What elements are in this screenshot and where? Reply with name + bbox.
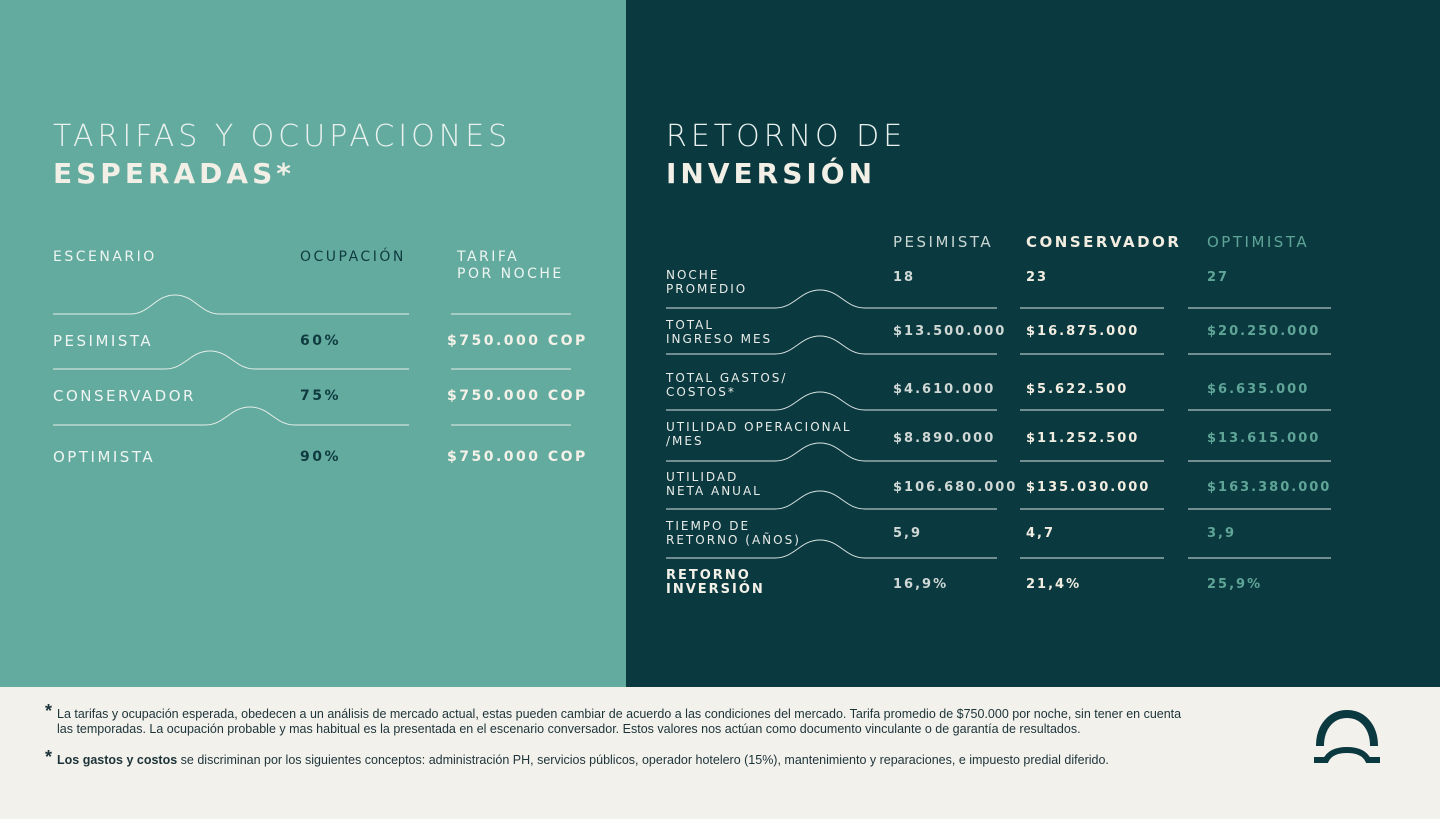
header-occupancy: OCUPACIÓN xyxy=(300,249,406,265)
roi-label-4a: UTILIDAD OPERACIONAL xyxy=(666,420,852,434)
header-rate-line1: TARIFA xyxy=(457,249,520,265)
left-divider-3 xyxy=(53,407,409,425)
right-title-line1: RETORNO DE xyxy=(666,119,907,154)
roi-p-6: 5,9 xyxy=(893,526,923,541)
left-divider-2 xyxy=(53,351,409,369)
roi-c-2: $16.875.000 xyxy=(1026,324,1140,339)
row-occupancy-pessimistic: 60% xyxy=(300,333,342,349)
roi-divider-5 xyxy=(666,491,997,509)
row-occupancy-conservative: 75% xyxy=(300,388,342,404)
roi-label-3b: COSTOS* xyxy=(666,385,736,399)
header-scenario: ESCENARIO xyxy=(53,249,157,265)
row-name-conservative: CONSERVADOR xyxy=(53,387,196,405)
left-divider-1 xyxy=(53,295,409,314)
left-title-line2: ESPERADAS* xyxy=(53,157,295,190)
footnote-costs-text xyxy=(45,753,1255,768)
roi-p-4: $8.890.000 xyxy=(893,431,996,446)
roi-divider-4 xyxy=(666,443,997,461)
roi-label-1a: NOCHE xyxy=(666,268,720,282)
header-rate-line2: POR NOCHE xyxy=(457,266,564,282)
roi-c-4: $11.252.500 xyxy=(1026,431,1140,446)
brand-logo-icon xyxy=(1312,708,1382,768)
roi-o-2: $20.250.000 xyxy=(1207,324,1321,339)
header-conservative: CONSERVADOR xyxy=(1026,233,1182,251)
row-rate-pessimistic: $750.000 COP xyxy=(447,333,588,349)
roi-label-5b: NETA ANUAL xyxy=(666,484,762,498)
row-occupancy-optimistic: 90% xyxy=(300,449,342,465)
roi-o-1: 27 xyxy=(1207,270,1230,285)
roi-c-6: 4,7 xyxy=(1026,526,1056,541)
roi-o-5: $163.380.000 xyxy=(1207,480,1332,495)
row-rate-optimistic: $750.000 COP xyxy=(447,449,588,465)
header-optimistic: OPTIMISTA xyxy=(1207,233,1310,251)
roi-c-5: $135.030.000 xyxy=(1026,480,1151,495)
roi-c-1: 23 xyxy=(1026,270,1049,285)
asterisk-1: * xyxy=(45,701,53,721)
footnote-rates-line1: La tarifas y ocupación esperada, obedecen a un análisis de mercado actual, estas pueden cambiar de acuerdo a las condiciones del mercado. Tarifa promedio de $750.000 por noche, sin tener en cuenta xyxy=(57,707,1182,721)
left-title-line1: TARIFAS Y OCUPACIONES xyxy=(53,119,512,154)
roi-o-4: $13.615.000 xyxy=(1207,431,1321,446)
roi-label-7a: RETORNO xyxy=(666,568,751,583)
roi-o-3: $6.635.000 xyxy=(1207,382,1310,397)
roi-label-2a: TOTAL xyxy=(666,318,715,332)
roi-c-3: $5.622.500 xyxy=(1026,382,1129,397)
roi-c-7: 21,4% xyxy=(1026,577,1082,592)
roi-label-1b: PROMEDIO xyxy=(666,282,748,296)
row-name-pessimistic: PESIMISTA xyxy=(53,332,154,350)
footnote-costs xyxy=(45,747,1255,768)
roi-p-5: $106.680.000 xyxy=(893,480,1018,495)
roi-label-6b: RETORNO (AÑOS) xyxy=(666,533,801,547)
roi-label-6a: TIEMPO DE xyxy=(666,519,751,533)
roi-divider-2 xyxy=(666,336,997,354)
roi-divider-3 xyxy=(666,392,997,410)
header-pessimistic: PESIMISTA xyxy=(893,233,994,251)
roi-divider-6 xyxy=(666,540,997,558)
roi-p-2: $13.500.000 xyxy=(893,324,1007,339)
row-name-optimistic: OPTIMISTA xyxy=(53,448,156,466)
roi-label-4b: /MES xyxy=(666,434,704,448)
footnote-costs-rest: se discriminan por los siguientes conceptos: administración PH, servicios públicos, operador hotelero (15%), mantenimiento y reparaciones, e impuesto predial diferido. xyxy=(177,753,1109,767)
roi-divider-1 xyxy=(666,290,997,308)
right-title-line2: INVERSIÓN xyxy=(666,157,877,190)
roi-label-7b: INVERSIÓN xyxy=(666,582,765,597)
footnote-rates xyxy=(45,701,1255,737)
roi-p-7: 16,9% xyxy=(893,577,949,592)
roi-o-6: 3,9 xyxy=(1207,526,1237,541)
footnote-costs-bold: Los gastos y costos xyxy=(57,753,178,767)
asterisk-2: * xyxy=(45,747,53,767)
row-rate-conservative: $750.000 COP xyxy=(447,388,588,404)
roi-label-3a: TOTAL GASTOS/ xyxy=(666,371,788,385)
roi-o-7: 25,9% xyxy=(1207,577,1263,592)
roi-p-1: 18 xyxy=(893,270,916,285)
roi-label-2b: INGRESO MES xyxy=(666,332,773,346)
roi-label-5a: UTILIDAD xyxy=(666,470,739,484)
roi-p-3: $4.610.000 xyxy=(893,382,996,397)
footnote-rates-line2: las temporadas. La ocupación probable y mas habitual es la presentada en el escenario conversador. Estos valores nos actúan como documento vinculante o de garantía de resultados. xyxy=(57,722,1081,736)
